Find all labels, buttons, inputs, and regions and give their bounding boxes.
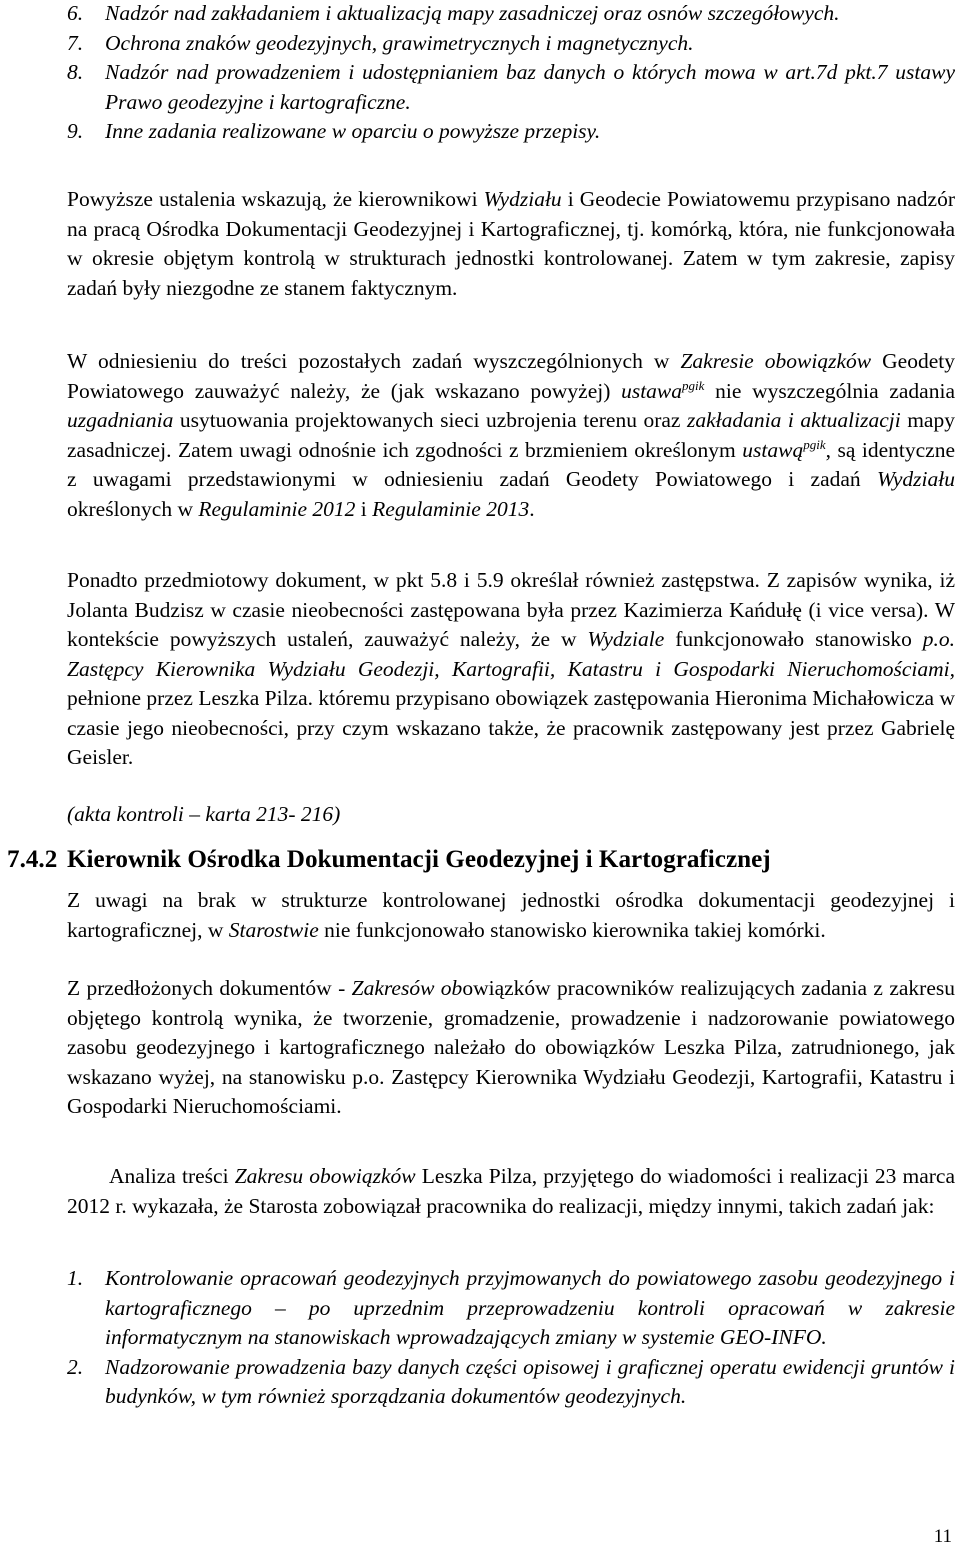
paragraph-no-department: Z uwagi na brak w strukturze kontrolowanej jednostki ośrodka dokumentacji geodezyjnej i kartograficznej, w Starostwie nie funkcjonowało stanowisko kierownika takiej komórki. [67,888,955,942]
top-task-list [67,0,955,147]
list-item: 8. Nadzór nad prowadzeniem i udostępnianiem baz danych o których mowa w art.7d pkt.7 ustawy Prawo geodezyjne i kartograficzne. [67,60,955,114]
list-item: 2. Nadzorowanie prowadzenia bazy danych części opisowej i graficznej operatu ewidencji gruntów i budynków, w tym również sporządzania dokumentów geodezyjnych. [67,1354,955,1408]
paragraph-findings: Powyższe ustalenia wskazują, że kierownikowi Wydziału i Geodecie Powiatowemu przypisano nadzór na pracą Ośrodka Dokumentacji Geodezyjnej i Kartograficznej, tj. komórką, która, nie funkcjonowała w okresie objętym kontrolą w strukturach jednostki kontrolowanej. Zatem w tym zakresie, zapisy zadań były niezgodne ze stanem faktycznym. [67,187,955,300]
list-item: 6. Nadzór nad zakładaniem i aktualizacją mapy zasadniczej oraz osnów szczegółowych. [67,1,840,25]
list-item: 7. Ochrona znaków geodezyjnych, grawimetrycznych i magnetycznych. [67,30,694,55]
list-item: 1. Kontrolowanie opracowań geodezyjnych przyjmowanych do powiatowego zasobu geodezyjnego i kartograficznego – po uprzednim przeprowadzeniu kontroli opracowań w zakresie informatycznym na stanowiskach wprowadzających zmiany w systemie GEO-INFO. [67,1266,955,1349]
bottom-task-list [67,1264,955,1412]
paragraph-substitutions: Ponadto przedmiotowy dokument, w pkt 5.8 i 5.9 określał również zastępstwa. Z zapisów wynika, iż Jolanta Budzisz w czasie nieobecności zastępowana była przez Kazimierza Kańdułę (i vice versa). W kontekście powyższych ustaleń, zauważyć należy, że w Wydziale funkcjonowało stanowisko p.o. Zastępcy Kierownika Wydziału Geodezji, Kartografii, Katastru i Gospodarki Nieruchomościami, pełnione przez Leszka Pilza. któremu przypisano obowiązek zastępowania Hieronima Michałowicza w czasie jego nieobecności, przy czym wskazano także, że pracownik zastępowany jest przez Gabrielę Geisler. [67,568,956,769]
section-heading: 7.4.2 Kierownik Ośrodka Dokumentacji Geodezyjnej i Kartograficznej [7,846,771,873]
page-number: 11 [933,1526,952,1547]
paragraph-scope-of-duties: W odniesieniu do treści pozostałych zadań wyszczególnionych w Zakresie obowiązków Geodety Powiatowego zauważyć należy, że (jak wskazano powyżej) ustawa$^{pgik}$ nie wyszczególnia zadania uzgadniania usytuowania projektowanych sieci uzbrojenia terenu oraz zakładania i aktualizacji mapy zasadniczej. Zatem uwagi odnośnie ich zgodności z brzmieniem określonym ustawą$^{pgik}$, są identyczne z uwagami przedstawionymi w odniesieniu zadań Geodety Powiatowego i zadań Wydziału określonych w Regulaminie 2012 i Regulaminie 2013. [67,349,956,521]
paragraph-analysis: Analiza treści Zakresu obowiązków Leszka Pilza, przyjętego do wiadomości i realizacji 23 marca 2012 r. wykazała, że Starosta zobowiązał pracownika do realizacji, między innymi, takich zadań jak: [67,1164,955,1218]
records-reference: (akta kontroli – karta 213- 216) [67,802,341,826]
paragraph-documents: Z przedłożonych dokumentów - Zakresów obowiązków pracowników realizujących zadania z zakresu objętego kontrolą wynika, że tworzenie, gromadzenie, prowadzenie i nadzorowanie powiatowego zasobu geodezyjnego i kartograficznego należało do obowiązków Leszka Pilza, zatrudnionego, jak wskazano wyżej, na stanowisku p.o. Zastępcy Kierownika Wydziału Geodezji, Kartografii, Katastru i Gospodarki Nieruchomościami. [67,976,955,1118]
list-item: 9. Inne zadania realizowane w oparciu o powyższe przepisy. [67,119,601,143]
